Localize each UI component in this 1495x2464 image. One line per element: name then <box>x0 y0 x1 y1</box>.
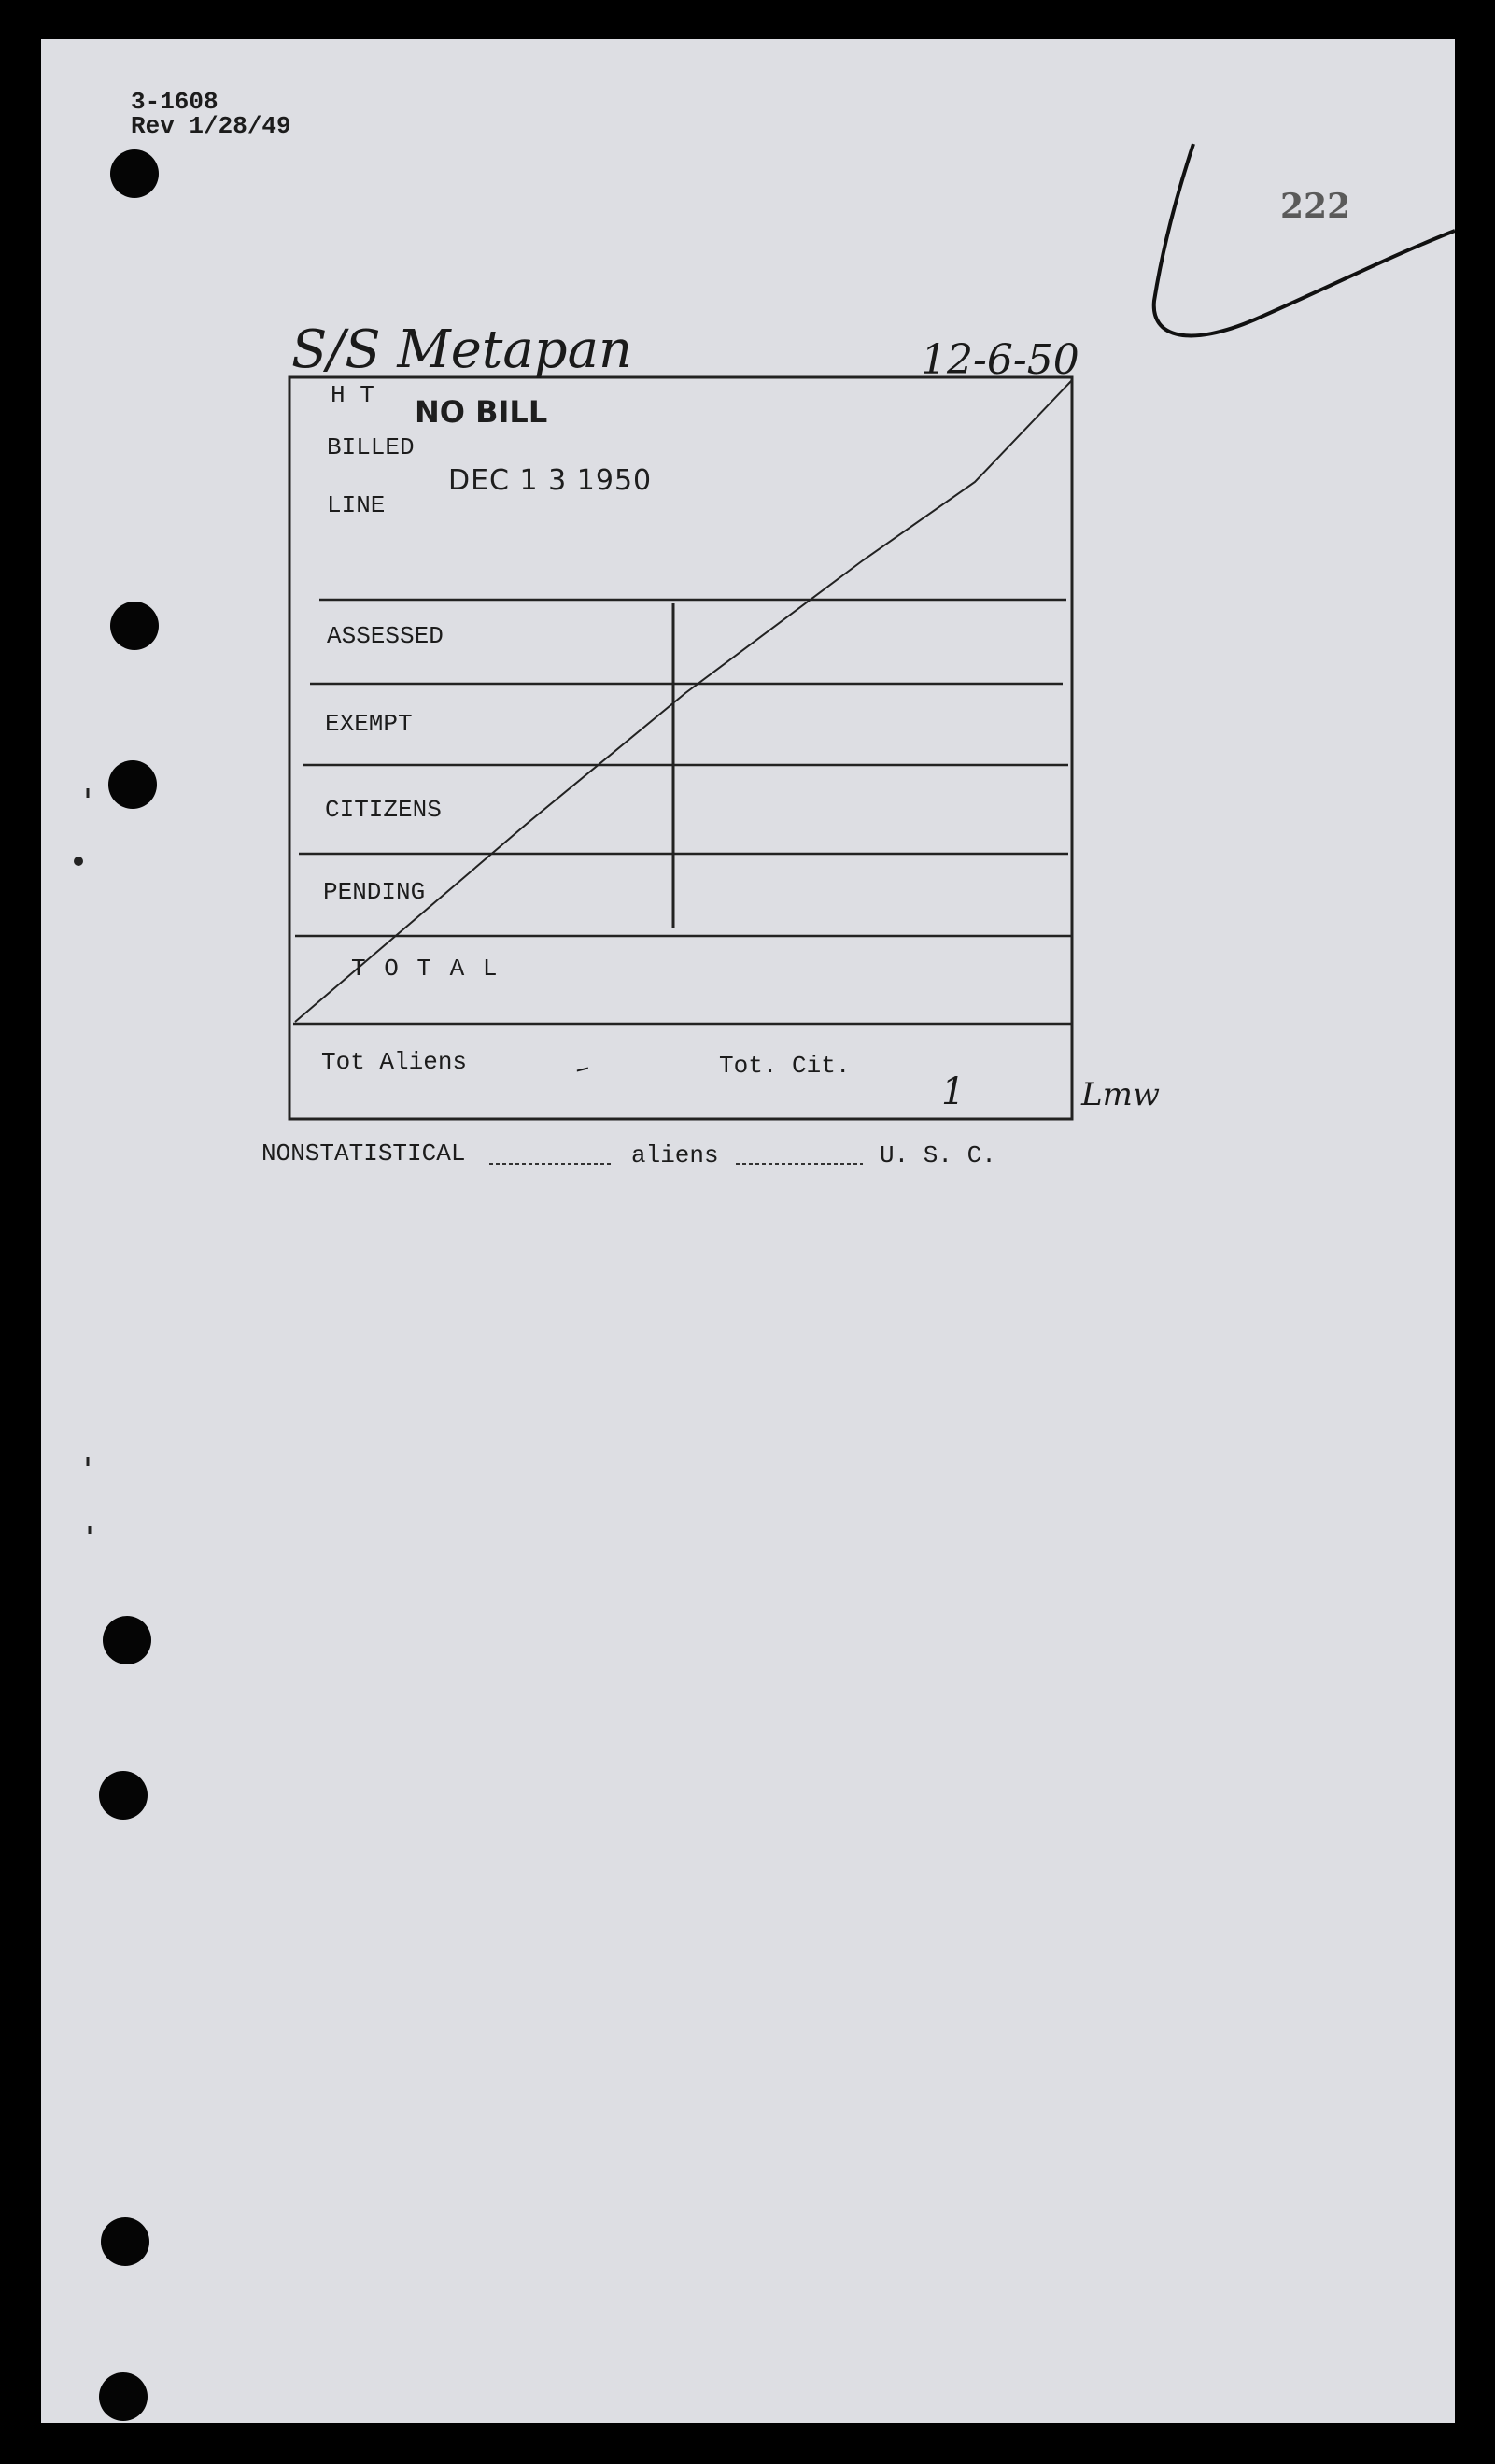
label-line: LINE <box>327 491 386 519</box>
punch-hole <box>103 1616 151 1664</box>
form-lines-drawing <box>41 39 1455 2423</box>
punch-hole <box>99 2372 148 2421</box>
no-bill-stamp: NO BILL <box>415 394 548 430</box>
row-label-assessed: ASSESSED <box>327 622 444 650</box>
handwritten-date: 12-6-50 <box>921 336 1079 384</box>
date-stamp: DEC 1 3 1950 <box>448 464 653 497</box>
initials: Lmw <box>1081 1076 1160 1113</box>
punch-hole <box>101 2217 149 2266</box>
nonstat-usc-label: U. S. C. <box>880 1141 996 1169</box>
tot-cit-value: 1 <box>941 1070 966 1113</box>
row-label-citizens: CITIZENS <box>325 796 442 824</box>
punch-hole <box>108 760 157 809</box>
tot-cit-label: Tot. Cit. <box>719 1052 851 1080</box>
cancellation-diagonal <box>295 380 1072 1022</box>
document-page <box>41 39 1455 2423</box>
nonstat-label: NONSTATISTICAL <box>261 1140 466 1168</box>
form-box-border <box>289 377 1072 1119</box>
row-label-pending: PENDING <box>323 878 426 906</box>
vessel-name: S/S Metapan <box>291 319 633 380</box>
punch-hole <box>99 1771 148 1820</box>
form-revision: Rev 1/28/49 <box>131 112 291 140</box>
tot-aliens-label: Tot Aliens <box>321 1048 468 1076</box>
page-number: 222 <box>1280 187 1351 226</box>
total-label: T O T A L <box>351 955 500 983</box>
form-number: 3-1608 <box>131 88 219 116</box>
nonstat-aliens-label: aliens <box>631 1141 719 1169</box>
punch-hole <box>110 149 159 198</box>
label-billed: BILLED <box>327 433 415 461</box>
margin-speck <box>74 857 83 866</box>
tot-aliens-value: – <box>571 1050 594 1086</box>
label-ht: H T <box>331 381 374 409</box>
punch-hole <box>110 602 159 650</box>
check-mark-stroke <box>1154 144 1455 335</box>
row-label-exempt: EXEMPT <box>325 710 413 738</box>
